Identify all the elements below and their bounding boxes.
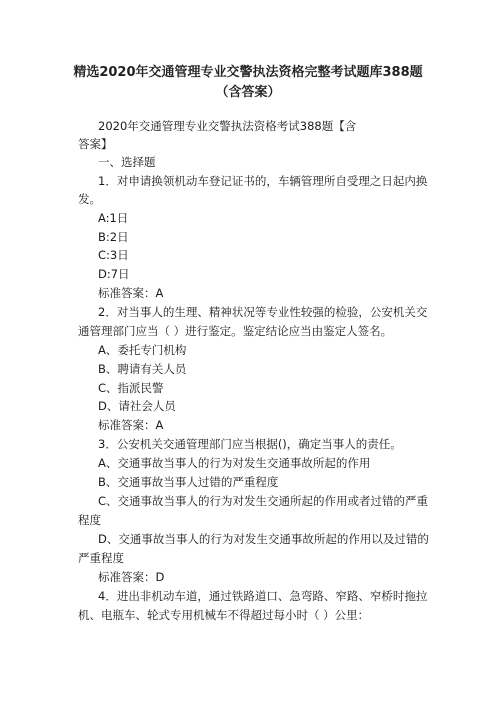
question-stem-continued: 发。 bbox=[78, 192, 101, 206]
option: A:1日 bbox=[98, 211, 129, 225]
option: D:7日 bbox=[98, 267, 130, 281]
option: D、请社会人员 bbox=[98, 399, 176, 413]
question-stem-continued: 机、电瓶车、轮式专用机械车不得超过每小时（ ）公里： bbox=[78, 608, 370, 622]
answer: 标准答案：A bbox=[98, 418, 164, 432]
option-continued: 严重程度 bbox=[78, 551, 124, 565]
option: A、委托专门机构 bbox=[98, 343, 187, 357]
answer: 标准答案：D bbox=[98, 570, 165, 584]
section-heading: 一、选择题 bbox=[98, 155, 156, 169]
option: B、交通事故当事人过错的严重程度 bbox=[98, 475, 279, 489]
option: D、交通事故当事人的行为对发生交通事故所起的作用以及过错的 bbox=[98, 532, 429, 546]
option: C:3日 bbox=[98, 248, 129, 262]
option: B:2日 bbox=[98, 230, 129, 244]
question-stem-continued: 通管理部门应当（ ）进行鉴定。鉴定结论应当由鉴定人签名。 bbox=[78, 324, 393, 338]
question-stem: 2．对当事人的生理、精神状况等专业性较强的检验，公安机关交 bbox=[98, 305, 428, 319]
option: C、交通事故当事人的行为对发生交通所起的作用或者过错的严重 bbox=[98, 494, 429, 508]
document-title: 精选2020年交通管理专业交警执法资格完整考试题库388题 bbox=[73, 65, 423, 80]
option: B、聘请有关人员 bbox=[98, 362, 187, 376]
question-stem: 4．进出非机动车道，通过铁路道口、急弯路、窄路、窄桥时拖拉 bbox=[98, 589, 428, 603]
option-continued: 程度 bbox=[78, 513, 101, 527]
document-title-continued: （含答案） bbox=[215, 85, 281, 100]
option: C、指派民警 bbox=[98, 381, 164, 395]
answer: 标准答案：A bbox=[98, 286, 164, 300]
subtitle: 2020年交通管理专业交警执法资格考试388题【含 bbox=[98, 119, 357, 133]
option: A、交通事故当事人的行为对发生交通事故所起的作用 bbox=[98, 456, 371, 470]
question-stem: 1．对申请换领机动车登记证书的，车辆管理所自受理之日起内换 bbox=[98, 174, 428, 188]
question-stem: 3．公安机关交通管理部门应当根据()，确定当事人的责任。 bbox=[98, 437, 402, 451]
subtitle-continued: 答案】 bbox=[78, 137, 113, 151]
